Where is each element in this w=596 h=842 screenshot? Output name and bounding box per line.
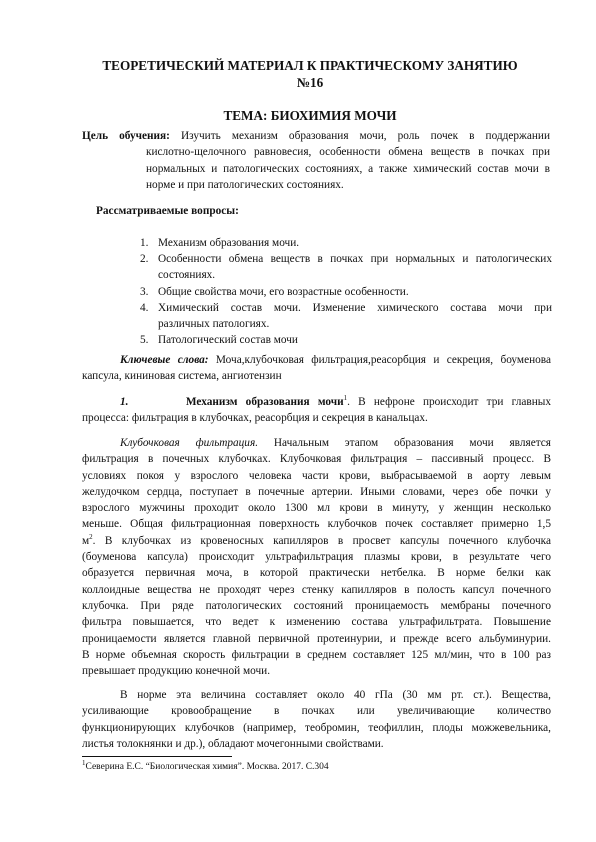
page-title-line2: №16 <box>296 75 324 90</box>
footnote-marker: 1 <box>82 758 86 767</box>
pressure-line: В норме эта величина составляет около 40 гПа (30 мм рт. ст.). Вещества, <box>120 689 551 701</box>
list-item-number: 2. <box>140 253 149 266</box>
gf-line: образуется первичная моча, в которой практически нетбелка. В норме белки как <box>82 567 551 580</box>
gf-unit-sup: 2 <box>89 533 93 542</box>
section-1-text: . В нефроне происходит три главных <box>347 396 551 408</box>
gf-line: фильтра повышается, что ведет к изменению состава ультрафильтрата. Повышение <box>82 616 551 629</box>
gf-line: клубочка. При ряде патологических состояний проницаемость мембраны почечного <box>82 599 551 612</box>
list-item <box>140 284 552 300</box>
gf-text: . В клубочках из кровеносных капилляров в просвет капсулы почечного клубочка <box>92 534 551 547</box>
keywords-label: Ключевые слова: <box>120 354 209 366</box>
footnote-ref: 1 <box>343 394 348 403</box>
goal-text-line2: кислотно-щелочного равновесия, особенности обмена веществ в почках при <box>146 146 550 159</box>
keywords-text: Моча,клубочковая фильтрация,реасорбция и секреция, боуменова <box>215 354 551 366</box>
list-item-text: Патологический состав мочи <box>158 334 298 347</box>
gf-line: фильтрация в почечных клубочках. Клубочковая фильтрация – пассивный процесс. В <box>82 453 551 466</box>
list-item-number: 3. <box>140 285 149 298</box>
learning-goal <box>82 128 550 194</box>
list-item-text-cont: различных патологиях. <box>158 318 270 331</box>
gf-line: меньше. Общая фильтрационная поверхность клубочков почек составляет примерно 1,5 <box>82 518 551 531</box>
gf-line: условиях покоя у взрослого человека части крови, выбрасываемой в аорту левым <box>82 469 551 482</box>
list-item <box>140 235 552 251</box>
keywords-paragraph <box>82 352 551 385</box>
questions-heading: Рассматриваемые вопросы: <box>96 205 239 217</box>
list-item-text: Особенности обмена веществ в почках при нормальных и патологических <box>158 253 552 266</box>
section-1-line1 <box>82 394 551 410</box>
list-item <box>140 332 552 348</box>
goal-first-line <box>82 128 550 144</box>
keywords-line1 <box>82 352 551 368</box>
list-item-text-cont: состояниях. <box>158 269 216 282</box>
list-item <box>140 251 552 283</box>
goal-text-line1: Изучить механизм образования мочи, роль почек в поддержании <box>180 130 551 142</box>
footnote <box>82 758 329 772</box>
list-item-number: 5. <box>140 334 149 347</box>
gf-text: Начальным этапом образования мочи является <box>273 437 552 449</box>
pressure-line: листья толокнянки и др.), обладают мочегонными свойствами. <box>82 737 384 750</box>
footnote-text: Северина Е.С. “Биологическая химия”. Москва. 2017. С.304 <box>85 762 329 772</box>
topic-heading: ТЕМА: БИОХИМИЯ МОЧИ <box>223 108 397 123</box>
keywords-line2: капсула, кининовая система, ангиотензин <box>82 370 282 383</box>
list-item <box>140 300 552 332</box>
gf-line: желудочком сердца, поступает в почечные артерии. Иными словами, через обе почки у <box>82 485 551 498</box>
gf-line <box>82 435 551 451</box>
gf-line: превышает продукцию конечной мочи. <box>82 665 271 678</box>
gf-line: В норме объемная скорость фильтрации в среднем составляет 125 мл/мин, что в 100 раз <box>82 648 551 661</box>
list-item-text: Общие свойства мочи, его возрастные особенности. <box>158 285 409 298</box>
questions-list <box>140 235 552 348</box>
goal-label: Цель обучения: <box>82 130 170 142</box>
list-item-number: 4. <box>140 301 149 314</box>
gf-line <box>82 533 551 549</box>
goal-text-line3: нормальных и патологических состояниях, а также химический состав мочи в <box>146 162 550 175</box>
gf-line: коллоидные вещества не проходят через стенку капилляров в полость капсул почечного <box>82 583 551 596</box>
glomerular-filtration-paragraph <box>82 435 551 679</box>
pressure-paragraph <box>82 687 551 752</box>
pressure-line: усиливающие кровообращение в почках или увеличивающие количество <box>82 705 551 718</box>
gf-line: (боуменова капсула) происходит ультрафильтрация плазмы крови, в результате чего <box>82 551 551 564</box>
list-item-text: Химический состав мочи. Изменение химического состава мочи при <box>158 301 552 314</box>
page-title-line1: ТЕОРЕТИЧЕСКИЙ МАТЕРИАЛ К ПРАКТИЧЕСКОМУ ЗАНЯТИЮ <box>102 58 518 73</box>
gf-unit: м <box>82 534 90 547</box>
gf-lead: Клубочковая фильтрация. <box>120 437 259 449</box>
section-title: Механизм образования мочи <box>185 396 344 408</box>
section-number: 1. <box>120 396 129 408</box>
gf-line: взрослого мужчины проходит около 1300 мл крови в минуту, у женщин несколько <box>82 502 551 515</box>
section-1-intro <box>82 394 551 427</box>
footnote-divider <box>82 756 232 757</box>
gf-line: проницаемости является главной первичной протеинурии, и прежде всего альбуминурии. <box>82 632 551 645</box>
list-item-number: 1. <box>140 237 149 249</box>
list-item-text: Механизм образования мочи. <box>158 237 300 249</box>
goal-text-line4: норме и при патологических состояниях. <box>146 179 344 192</box>
pressure-line: функционирующих клубочков (например, теобромин, теофиллин, плоды можжевельника, <box>82 721 551 734</box>
section-1-line2: процесса: фильтрация в клубочках, реасорбция и секреция в канальцах. <box>82 412 428 425</box>
